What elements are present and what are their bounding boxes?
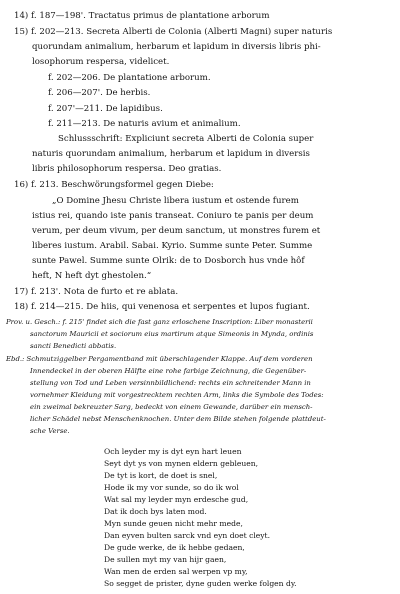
charm-line-3: verum, per deum vivum, per deum sanctum, ut monstres furem et: [32, 226, 321, 236]
provenance-line-2: sanctorum Mauricii et sociorum eius martirum atque Simeonis in Mynda, ordinis: [30, 330, 314, 338]
colophon-line-2: naturis quorundam animalium, herbarum et lapidum in diversis: [32, 149, 310, 159]
binding-line-4: vornehmer Kleidung mit vorgestrecktem rechten Arm, links die Symbole des Todes:: [30, 391, 324, 399]
charm-line-5: sunte Pawel. Summe sunte Olrik: de to Dosborch hus vnde hôf: [32, 256, 305, 266]
entry-15: 15) f. 202—213. Secreta Alberti de Colonia (Alberti Magni) super naturis: [14, 27, 333, 37]
binding-line-1: Ebd.: Schmutziggelber Pergamentband mit überschlagender Klappe. Auf dem vorderen: [6, 355, 313, 363]
binding-line-5: ein zweimal bekreuzter Sarg, bedeckt von einem Gewande, darüber ein mensch-: [30, 403, 313, 411]
verse-line-2: Seyt dyt ys von mynen eldern gebleuen,: [104, 459, 259, 468]
entry-15-cont-2: losophorum respersa, videlicet.: [32, 57, 170, 67]
charm-line-2: istius rei, quando iste panis transeat. Coniuro te panis per deum: [32, 211, 314, 221]
verse-line-7: Myn sunde geuen nicht mehr mede,: [104, 519, 243, 528]
charm-line-1: „O Domine Jhesu Christe libera iustum et ostende furem: [52, 196, 299, 206]
sub-entry-211: f. 211—213. De naturis avium et animalium.: [48, 119, 241, 129]
entry-16: 16) f. 213. Beschwörungsformel gegen Diebe:: [14, 180, 214, 190]
provenance-line-1: Prov. u. Gesch.: f. 215' findet sich die fast ganz erloschene Inscription: Liber monasterii: [6, 318, 313, 326]
sub-entry-202: f. 202—206. De plantatione arborum.: [48, 73, 211, 83]
colophon-line-3: libris philosophorum respersa. Deo gratias.: [32, 164, 222, 174]
charm-line-6: heft, N heft dyt ghestolen.“: [32, 271, 152, 281]
verse-line-3: De tyt is kort, de doet is snel,: [104, 471, 218, 480]
sub-entry-207: f. 207'—211. De lapidibus.: [48, 104, 163, 114]
binding-line-2: Innendeckel in der oberen Hälfte eine rohe farbige Zeichnung, die Gegenüber-: [30, 367, 307, 375]
binding-line-6: licher Schädel nebst Menschenknochen. Unter dem Bilde stehen folgende plattdeut-: [30, 415, 326, 423]
entry-14: 14) f. 187—198'. Tractatus primus de plantatione arborum: [14, 11, 270, 21]
entry-17: 17) f. 213'. Nota de furto et re ablata.: [14, 287, 179, 297]
provenance-line-3: sancti Benedicti abbatis.: [30, 342, 117, 350]
entry-18: 18) f. 214—215. De hiis, qui venenosa et serpentes et lupos fugiant.: [14, 302, 310, 312]
verse-line-6: Dat ik doch bys laten mod.: [104, 507, 207, 516]
charm-line-4: liberes iustum. Arabil. Sabai. Kyrio. Summe sunte Peter. Summe: [32, 241, 313, 251]
verse-line-4: Hode ik my vor sunde, so do ik wol: [104, 483, 239, 492]
verse-line-5: Wat sal my leyder myn erdesche gud,: [104, 495, 249, 504]
entry-15-cont-1: quorundam animalium, herbarum et lapidum in diversis libris phi-: [32, 42, 321, 52]
binding-line-7: sche Verse.: [30, 427, 70, 435]
verse-line-1: Och leyder my is dyt eyn hart leuen: [104, 447, 242, 456]
verse-line-8: Dan eyven bulten sarck vnd eyn doet cleyt.: [104, 531, 271, 540]
binding-line-3: stellung von Tod und Leben versinnbildlichend: rechts ein schreitender Mann in: [30, 379, 311, 387]
sub-entry-206: f. 206—207'. De herbis.: [48, 88, 151, 98]
verse-line-11: Wan men de erden sal werpen vp my,: [104, 567, 248, 576]
colophon-line-1: Schlussschrift: Expliciunt secreta Alberti de Colonia super: [58, 134, 314, 144]
verse-line-12: So segget de prister, dyne guden werke folgen dy.: [104, 579, 297, 588]
verse-line-9: De gude werke, de ik hebbe gedaen,: [104, 543, 245, 552]
verse-line-10: De sullen myt my van hijr gaen,: [104, 555, 227, 564]
